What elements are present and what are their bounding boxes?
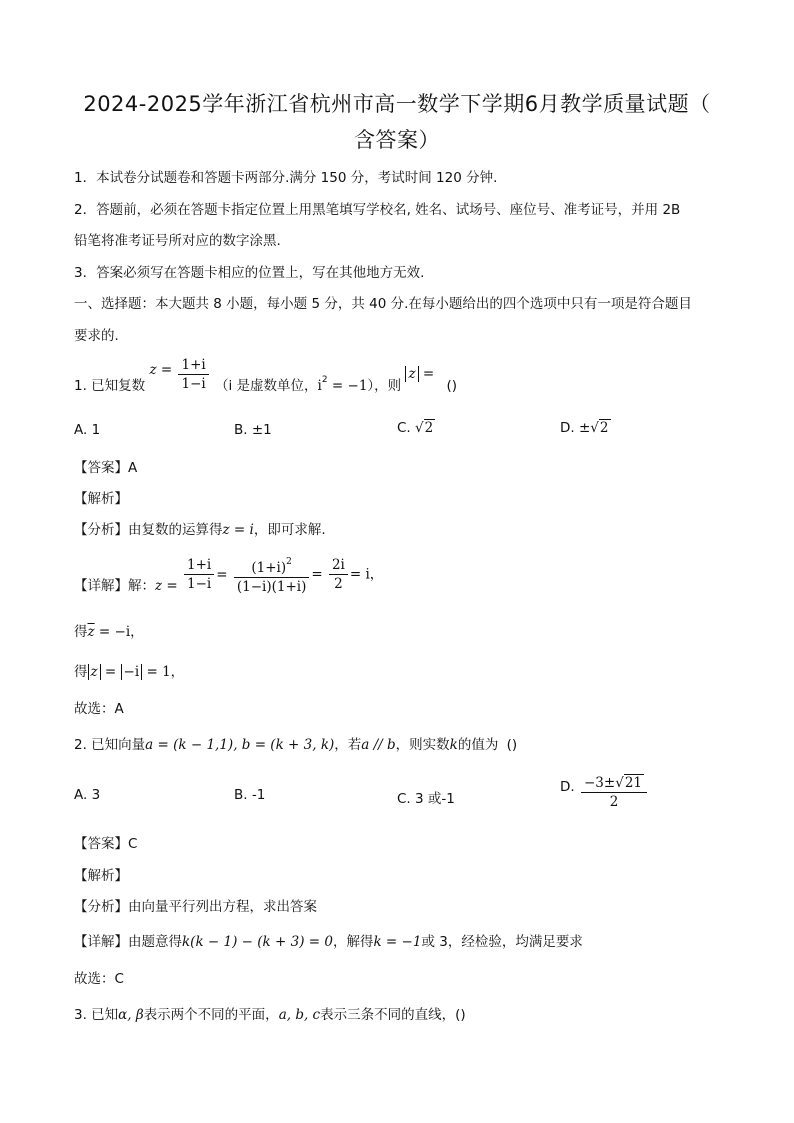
- q1-eq-neg1: = −1），则: [331, 377, 402, 394]
- q1-mod-z: z: [88, 664, 101, 680]
- q1-option-d-label: D. ±: [560, 420, 591, 436]
- instruction-2-cont: 铅笔将准考证号所对应的数字涂黑.: [74, 233, 281, 249]
- q2-detail-sol: k = −1: [373, 934, 422, 950]
- instruction-3: 3．答案必须写在答题卡相应的位置上，写在其他地方无效.: [74, 265, 425, 281]
- q1-sq: 2: [321, 374, 328, 385]
- q1-detail-den1: 1−i: [187, 576, 212, 592]
- q1-option-c-label: C.: [397, 420, 411, 436]
- q1-mod-mid: =: [104, 664, 117, 680]
- page-title-line1: 2024-2025学年浙江省杭州市高一数学下学期6月教学质量试题（: [83, 92, 711, 116]
- q1-i: i: [317, 377, 322, 394]
- instruction-2: 2．答题前，必须在答题卡指定位置上用黑笔填写学校名, 姓名、试场号、座位号、准考证号，并用 2B: [74, 202, 681, 218]
- q2-analysis: 【分析】由向量平行列出方程，求出答案: [74, 899, 317, 915]
- q2-mid: ，若: [334, 737, 362, 753]
- q1-option-d: [560, 420, 611, 436]
- q1-option-d-sqrt: √2: [590, 420, 609, 436]
- q1-detail-num2-sup: 2: [286, 557, 292, 567]
- q1-eq: =: [422, 365, 435, 382]
- q1-option-c: [397, 420, 435, 436]
- q3-planes: α, β: [118, 1007, 144, 1023]
- q2-detail: [74, 930, 583, 950]
- q2-option-b: B. -1: [234, 787, 266, 803]
- q1-detail-frac1: [184, 556, 214, 593]
- q1-detail-frac3: [329, 556, 348, 593]
- q1-detail-num3: 2i: [329, 556, 348, 575]
- q2-jiexi: 【解析】: [74, 868, 128, 884]
- instruction-1: 1．本试卷分试题卷和答题卡两部分.满分 150 分，考试时间 120 分钟.: [74, 170, 498, 186]
- q1-option-d-rad: 2: [599, 420, 609, 436]
- q1-detail-num1: 1+i: [184, 556, 214, 575]
- q2-option-c: C. 3 或-1: [397, 791, 455, 807]
- q2-option-a: A. 3: [74, 787, 101, 803]
- q1-conjugate: [74, 620, 144, 640]
- q1-detail-label: 【详解】解：: [74, 577, 155, 594]
- q2-tail2: 的值为: [457, 737, 499, 753]
- q1-prefix: 1. 已知复数: [74, 377, 146, 394]
- q1-option-a: A. 1: [74, 422, 101, 438]
- q1-choose: 故选：A: [74, 701, 124, 717]
- q2-detail-mid: ，解得: [332, 934, 374, 950]
- q1-analysis-tail: ，即可求解.: [253, 522, 326, 538]
- q2-option-d-num: −3±: [583, 775, 616, 791]
- q1-detail-tail: = i，: [349, 566, 384, 583]
- q1-modulus: [74, 660, 184, 680]
- q3-prefix: 3. 已知: [74, 1007, 119, 1023]
- q1-detail-frac2: [234, 553, 310, 596]
- q1-abs-z: z: [405, 366, 418, 382]
- q3-tail: 表示三条不同的直线，(): [320, 1007, 466, 1023]
- q1-jiexi: 【解析】: [74, 491, 128, 507]
- q2-detail-eq: k(k − 1) − (k + 3) = 0: [182, 934, 333, 950]
- q1-paren: (): [446, 377, 458, 394]
- q1-mod-prefix: 得: [74, 664, 88, 680]
- q2-detail-tail: 或 3，经检验，均满足要求: [421, 934, 583, 950]
- q1-analysis: [74, 518, 326, 538]
- q2-answer: 【答案】C: [74, 836, 138, 852]
- question-2: [74, 733, 517, 753]
- q2-option-d-frac: $\frac{-3\pm√21}{2}$: [581, 774, 647, 811]
- q2-option-d-rad: 21: [624, 775, 642, 791]
- q2-vectors: a = (k − 1,1), b = (k + 3, k): [145, 737, 335, 753]
- question-3: [74, 1003, 466, 1023]
- q1-num: 1+i: [178, 356, 208, 375]
- q1-mod-i: −i: [121, 664, 143, 680]
- q2-option-d-den: 2: [609, 794, 619, 810]
- q1-option-c-sqrt: √2: [415, 420, 434, 436]
- q2-tail: ，则实数: [395, 737, 450, 753]
- q1-fraction: [178, 356, 208, 393]
- section-heading: 一、选择题：本大题共 8 小题，每小题 5 分，共 40 分.在每小题给出的四个选项中只有一项是符合题目: [74, 296, 692, 312]
- q1-detail: 【详解】解：z = $\frac{1+i}{1-i}$ = $\frac{(1+i)^2}{(1-i)(1+i)}$ = $\frac{2i}{2}$ = i，: [74, 553, 383, 596]
- q1-analysis-eq: z = i: [222, 522, 254, 538]
- q1-option-c-rad: 2: [424, 420, 434, 436]
- q3-mid: 表示两个不同的平面，: [143, 1007, 279, 1023]
- q1-option-b: B. ±1: [234, 422, 272, 438]
- q3-lines: a, b, c: [278, 1007, 321, 1023]
- q1-detail-z: z =: [155, 577, 178, 594]
- q1-detail-num2: (1+i): [251, 560, 287, 576]
- q1-answer: 【答案】A: [74, 460, 138, 476]
- q2-prefix: 2. 已知向量: [74, 737, 146, 753]
- q1-den: 1−i: [181, 376, 206, 392]
- q1-conj-z: $\overline{z}$: [87, 624, 95, 640]
- q1-conj-eq: = −i，: [98, 624, 144, 640]
- q2-detail-label: 【详解】由题意得: [74, 934, 182, 950]
- q1-detail-den3: 2: [334, 576, 343, 592]
- q2-choose: 故选：C: [74, 971, 124, 987]
- q2-k: k: [449, 737, 458, 753]
- q1-conj-prefix: 得: [74, 624, 88, 640]
- q1-analysis-text: 【分析】由复数的运算得: [74, 522, 223, 538]
- q2-parallel: a // b: [361, 737, 396, 753]
- q1-mod-tail: = 1，: [146, 664, 185, 680]
- q1-cond: （i 是虚数单位，: [215, 377, 318, 394]
- q2-paren: (): [506, 737, 518, 753]
- q1-z-eq: z =: [149, 361, 173, 378]
- q2-option-d-label: D.: [560, 778, 575, 795]
- q1-detail-den2: (1−i)(1+i): [236, 579, 307, 595]
- q2-option-d: [560, 774, 649, 811]
- question-1: [74, 354, 458, 394]
- section-heading-cont: 要求的.: [74, 328, 119, 344]
- page-title-line2: 含答案）: [354, 128, 440, 152]
